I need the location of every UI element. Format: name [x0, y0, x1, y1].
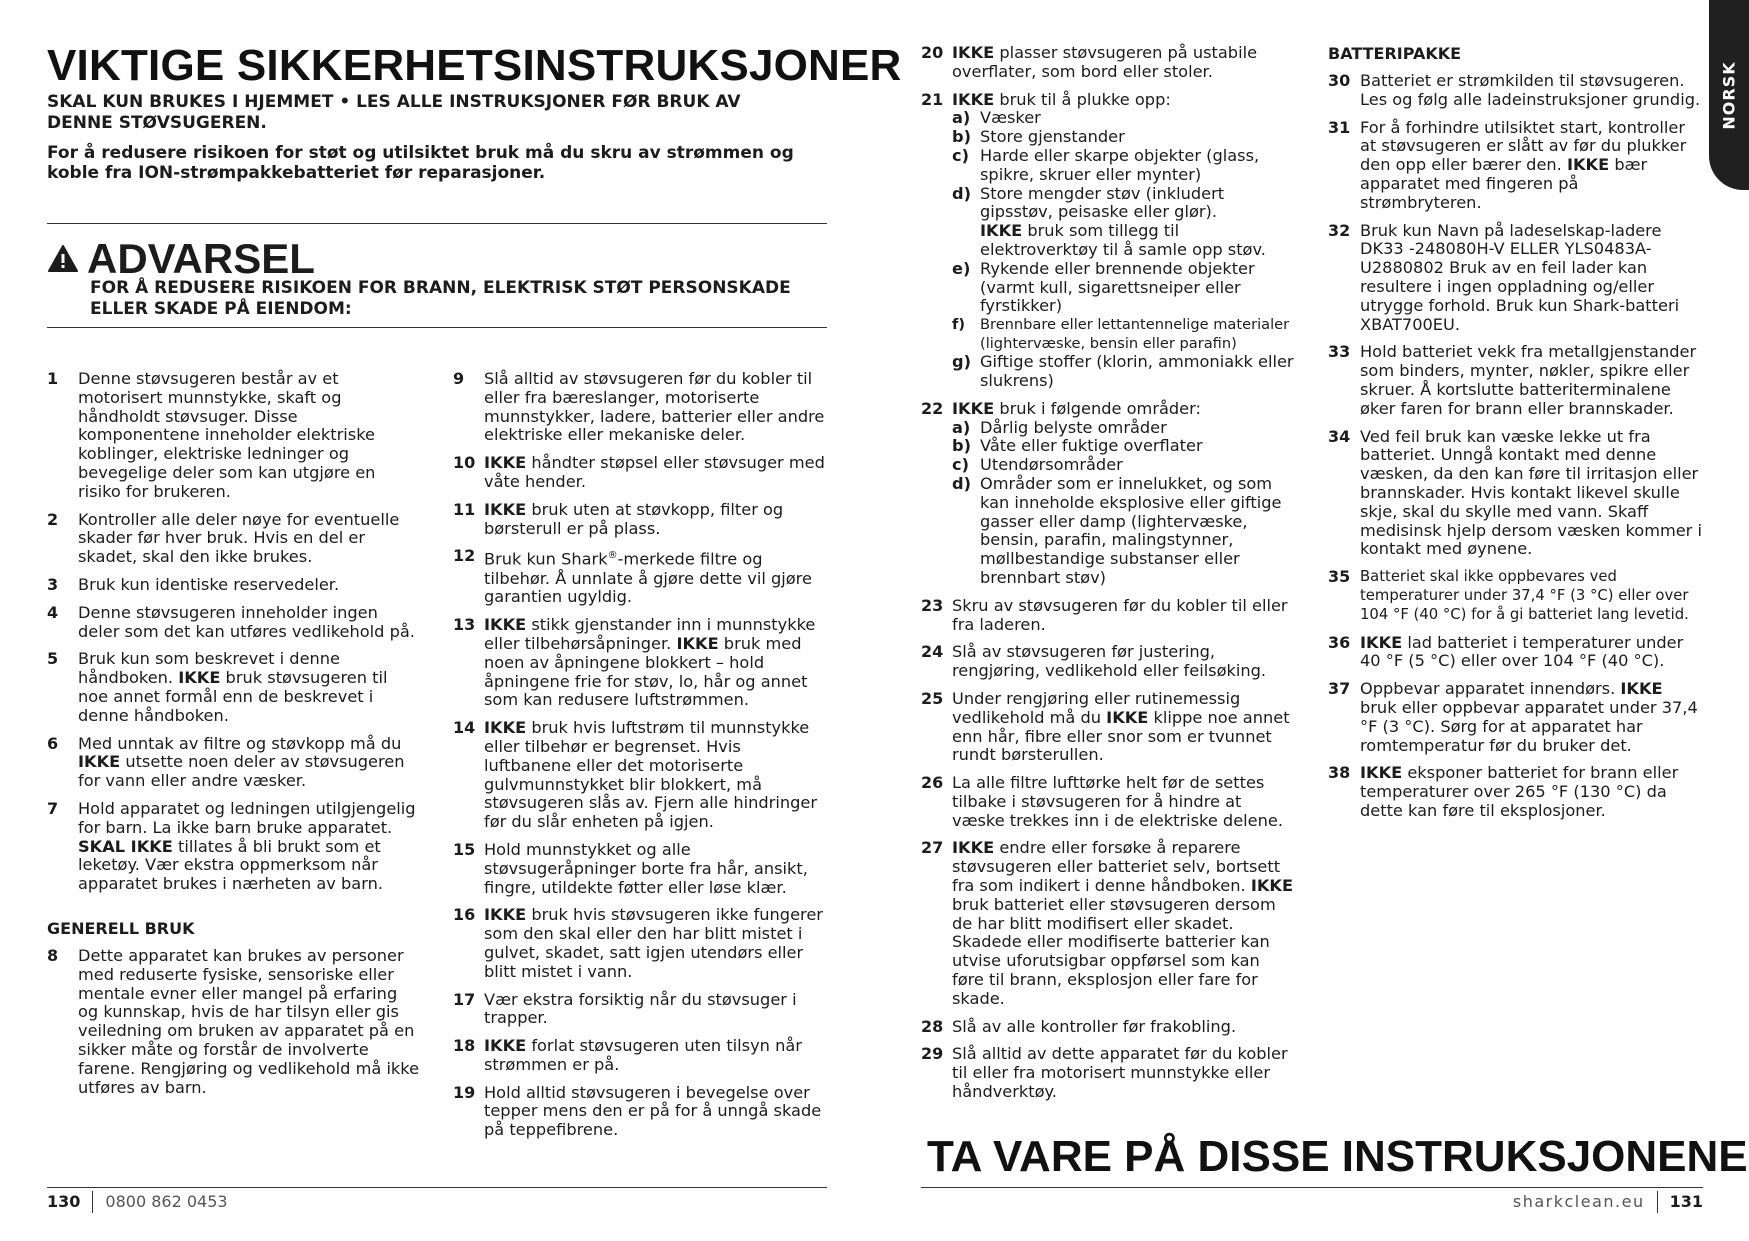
item-text — [1360, 568, 1703, 624]
item-text-part: Slå alltid av støvsugeren før du kobler til eller fra bæreslanger, motoriserte munnstykker, ladere, batterier eller andre elektriske eller mekaniske deler. — [484, 369, 825, 445]
item-text-part: Hold apparatet og ledningen utilgjengelig for barn. La ikke barn bruke apparatet. — [78, 798, 416, 837]
item-text-part: Denne støvsugeren inneholder ingen deler som det kan utføres vedlikehold på. — [78, 602, 415, 641]
instruction-item — [47, 800, 422, 894]
registered-mark: ® — [607, 550, 618, 562]
instruction-item — [453, 841, 828, 897]
instruction-item — [47, 370, 422, 502]
item-text-part: Bruk kun Navn på ladeselskap-ladere DK33 -248080H-V ELLER YLS0483A-U2880802 Bruk av en feil lader kan resultere i ingen oppladning og/eller utrygge forhold. Bruk kun Shark-batteri XBAT700EU. — [1360, 220, 1680, 334]
closing-title: TA VARE PÅ DISSE INSTRUKSJONENE — [927, 1132, 1748, 1181]
emphasis: IKKE — [1106, 707, 1149, 727]
instruction-item — [453, 906, 828, 981]
emphasis: IKKE — [952, 43, 995, 62]
sub-item-text — [980, 475, 1296, 588]
item-number: 25 — [921, 688, 944, 708]
item-number: 28 — [921, 1016, 944, 1036]
instruction-item — [921, 690, 1296, 765]
emphasis: IKKE — [78, 752, 121, 772]
emphasis: IKKE — [484, 615, 527, 635]
item-text-part: bruk uten at støvkopp, filter og børsterull er på plass. — [484, 499, 784, 538]
sub-item-letter: b) — [952, 127, 971, 147]
sub-item — [952, 419, 1296, 438]
page-title: VIKTIGE SIKKERHETSINSTRUKSJONER — [47, 41, 902, 90]
item-text — [1360, 343, 1703, 418]
sub-item-text — [980, 437, 1203, 456]
instruction-item — [921, 774, 1296, 830]
sub-item-letter: f) — [952, 316, 966, 334]
sub-item — [952, 316, 1296, 353]
phone-number: 0800 862 0453 — [105, 1192, 228, 1211]
item-text-part: endre eller forsøke å reparere støvsugeren eller batteriet selv, bortsett fra som indikert i denne håndboken. — [952, 838, 1281, 896]
item-text — [484, 719, 828, 832]
instruction-item — [921, 44, 1296, 82]
instruction-item — [1328, 634, 1703, 672]
item-text-part: Brennbare eller lettantennelige materialer (lightervæske, bensin eller parafin) — [980, 316, 1290, 352]
item-number: 24 — [921, 642, 944, 662]
section-heading-general-use: GENERELL BRUK — [47, 918, 195, 938]
item-number: 34 — [1328, 426, 1351, 446]
item-text-part: Oppbevar apparatet innendørs. — [1360, 679, 1616, 699]
item-text-part: Batteriet er strømkilden til støvsugeren. Les og følg alle ladeinstruksjoner grundig. — [1360, 71, 1701, 109]
item-text-part: bær apparatet med fingeren på strømbryteren. — [1360, 155, 1648, 212]
item-text — [484, 616, 828, 710]
item-text-part: bruk eller oppbevar apparatet under 37,4 °F (3 °C). Sørg for at apparatet har romtemperatur før du bruker det. — [1360, 697, 1698, 755]
item-text-part: håndter støpsel eller støvsuger med våte hender. — [484, 453, 825, 491]
sub-item-text — [980, 260, 1296, 316]
item-text — [78, 511, 422, 567]
sub-item-letter: c) — [952, 455, 969, 475]
instruction-item — [921, 400, 1296, 588]
sub-item — [952, 456, 1296, 475]
item-text — [484, 501, 828, 539]
emphasis: IKKE — [1566, 155, 1610, 175]
emphasis: IKKE — [952, 838, 995, 858]
item-number: 10 — [453, 453, 476, 473]
section-heading-battery: BATTERIPAKKE — [1328, 44, 1462, 63]
instruction-list — [453, 370, 828, 1140]
item-number: 33 — [1328, 342, 1351, 362]
item-number: 20 — [921, 43, 944, 62]
warning-subtitle: FOR Å REDUSERE RISIKOEN FOR BRANN, ELEKTRISK STØT PERSONSKADE ELLER SKADE PÅ EIENDOM: — [90, 278, 791, 319]
instruction-list — [47, 370, 422, 894]
sub-item-letter: a) — [952, 108, 971, 128]
item-number: 6 — [47, 733, 59, 753]
instruction-item — [453, 454, 828, 492]
item-number: 26 — [921, 773, 944, 793]
sub-item — [952, 109, 1296, 128]
item-text — [952, 839, 1296, 1008]
item-number: 2 — [47, 509, 59, 529]
item-text — [78, 735, 422, 791]
item-text-part: tillates å bli brukt som et leketøy. Vær ekstra oppmerksom når apparatet brukes i nærheten av barn. — [78, 836, 384, 894]
divider — [47, 327, 827, 328]
item-text — [952, 91, 1296, 391]
item-text-part: stikk gjenstander inn i munnstykke eller tilbehørsåpninger. — [484, 615, 816, 653]
emphasis: IKKE — [484, 499, 527, 519]
item-text-part: Store gjenstander — [980, 127, 1125, 147]
item-number: 29 — [921, 1044, 944, 1064]
instruction-item — [453, 547, 828, 607]
right-footer — [1513, 1191, 1703, 1213]
sub-item-letter: g) — [952, 352, 971, 372]
item-number: 31 — [1328, 117, 1351, 137]
item-number: 17 — [453, 989, 476, 1009]
emphasis: IKKE — [952, 89, 995, 109]
instruction-item — [453, 370, 828, 445]
item-number: 30 — [1328, 71, 1351, 90]
instruction-list — [921, 44, 1296, 1102]
warning-heading — [47, 235, 315, 282]
warning-triangle-icon — [47, 244, 79, 274]
item-text — [952, 597, 1296, 635]
item-text-part: bruk med noen av åpningene blokkert – hold åpningene frie for støv, lo, hår og annet som kan redusere luftstrømmen. — [484, 633, 808, 710]
item-text-part: Bruk kun identiske reservedeler. — [78, 574, 340, 594]
item-text-part: Bruk kun Shark — [484, 549, 608, 569]
emphasis: IKKE — [484, 905, 527, 925]
instruction-item — [453, 1084, 828, 1140]
instruction-item — [921, 839, 1296, 1008]
emphasis: IKKE — [178, 668, 221, 688]
item-text-part: For å forhindre utilsiktet start, kontroller at støvsugeren er slått av før du plukker den opp eller bærer den. — [1360, 117, 1687, 175]
sub-item-letter: d) — [952, 473, 971, 493]
item-number: 16 — [453, 905, 476, 925]
item-text — [952, 44, 1296, 82]
item-text — [484, 547, 828, 607]
sub-item — [952, 260, 1296, 316]
item-text — [78, 604, 422, 642]
emphasis: IKKE — [484, 453, 527, 473]
item-text — [78, 370, 422, 502]
instruction-item — [1328, 72, 1703, 110]
footer-separator — [1657, 1191, 1658, 1213]
column-3 — [921, 44, 1296, 1111]
instruction-item — [921, 1018, 1296, 1037]
item-text-part: Væsker — [980, 108, 1041, 128]
page-number: 131 — [1669, 1192, 1703, 1211]
instruction-item — [1328, 343, 1703, 418]
item-text-part: Hold alltid støvsugeren i bevegelse over tepper mens den er på for å unngå skade på teppefibrene. — [484, 1082, 822, 1140]
item-number: 27 — [921, 838, 944, 858]
item-text-part: bruk hvis støvsugeren ikke fungerer som den skal eller den har blitt mistet i gulvet, skadet, satt igjen utendørs eller blitt mistet i vann. — [484, 905, 823, 981]
item-number: 38 — [1328, 763, 1351, 783]
instruction-item — [47, 735, 422, 791]
sub-item-letter: a) — [952, 417, 971, 437]
item-text — [484, 906, 828, 981]
item-text-part: Slå alltid av dette apparatet før du kobler til eller fra motorisert munnstykke eller håndverktøy. — [952, 1044, 1288, 1102]
item-text-part: Denne støvsugeren består av et motorisert munnstykke, skaft og håndholdt støvsuger. Disse komponentene inneholder elektriske koblinger, elektriske ledninger og bevegelige deler som kan utgjøre en risiko for brukeren. — [78, 369, 376, 501]
sub-item — [952, 437, 1296, 456]
item-number: 5 — [47, 649, 59, 669]
column-4 — [1328, 44, 1703, 830]
instruction-item — [921, 1045, 1296, 1101]
item-text-part: klippe noe annet enn hår, fibre eller snor som er tvunnet rundt børsterullen. — [952, 707, 1290, 765]
emphasis: IKKE — [676, 633, 719, 653]
item-text-part: Dårlig belyste områder — [980, 417, 1167, 437]
sub-item-text — [980, 185, 1296, 260]
column-2 — [453, 370, 828, 1149]
item-number: 37 — [1328, 679, 1351, 699]
item-number: 18 — [453, 1036, 476, 1056]
item-text-part: Store mengder støv (inkludert gipsstøv, peisaske eller glør). — [980, 183, 1225, 222]
instruction-item — [921, 91, 1296, 391]
item-text: Dette apparatet kan brukes av personer med reduserte fysiske, sensoriske eller mentale evner eller mangel på erfaring og kunnskap, hvis de har tilsyn eller gis veiledning om bruken av apparatet på en sikker måte og forstår de involverte farene. Rengjøring og vedlikehold må ikke utføres av barn. — [78, 945, 420, 1097]
item-text — [484, 1084, 828, 1140]
item-text — [78, 800, 422, 894]
item-number: 19 — [453, 1082, 476, 1102]
sub-item-letter: b) — [952, 436, 971, 456]
item-text-part: bruk i følgende områder: — [999, 398, 1201, 418]
item-text-part: bruk hvis luftstrøm til munnstykke eller tilbehør er begrenset. Hvis luftbanene eller det motoriserte gulvmunnstykket blir blokkert, må støvsugeren slås av. Fjern alle hindringer før du slår enheten på igjen. — [484, 718, 817, 832]
instruction-item — [1328, 119, 1703, 213]
footer-divider — [47, 1187, 827, 1188]
item-number: 15 — [453, 839, 476, 859]
item-text — [78, 650, 422, 725]
emphasis: IKKE — [1360, 632, 1403, 652]
item-text — [484, 1037, 828, 1075]
item-number: 22 — [921, 398, 944, 418]
item-number: 13 — [453, 615, 476, 635]
item-number: 9 — [453, 369, 465, 388]
language-tab — [1709, 0, 1749, 190]
item-text — [484, 370, 828, 445]
divider — [47, 223, 827, 224]
item-text-part: forlat støvsugeren uten tilsyn når strømmen er på. — [484, 1036, 802, 1074]
item-number: 11 — [453, 499, 476, 519]
sub-item-text — [980, 109, 1041, 128]
sub-item-text — [980, 128, 1125, 147]
instruction-item — [47, 576, 422, 595]
item-text-part: bruk som tillegg til elektroverktøy til å samle opp støv. — [980, 221, 1266, 259]
sub-item-letter: c) — [952, 145, 969, 165]
item-text-part: bruk støvsugeren til noe annet formål enn de beskrevet i denne håndboken. — [78, 668, 388, 725]
instruction-item — [1328, 222, 1703, 335]
item-text-part: Ved feil bruk kan væske lekke ut fra batteriet. Unngå kontakt med denne væsken, da den kan føre til irritasjon eller brannskader. Hvis kontakt likevel skulle skje, skal du skylle med vann. Skaff medisinsk hjelp dersom væsken kommer i kontakt med øynene. — [1360, 426, 1702, 559]
sub-item — [952, 353, 1296, 391]
emphasis: IKKE — [484, 1036, 527, 1056]
item-text — [1360, 764, 1703, 820]
instruction-item — [453, 991, 828, 1029]
emphasis: IKKE — [484, 718, 527, 738]
item-text — [952, 690, 1296, 765]
item-text-part: Hold munnstykket og alle støvsugeråpninger borte fra hår, ansikt, fingre, utildekte føtter eller løse klær. — [484, 839, 808, 897]
item-text-part: Utendørsområder — [980, 455, 1123, 475]
sub-item-text — [980, 419, 1167, 438]
instruction-item — [47, 947, 422, 1097]
sub-item-letter: e) — [952, 258, 971, 278]
footer-separator — [92, 1191, 93, 1213]
instruction-item — [47, 604, 422, 642]
item-text-part: Hold batteriet vekk fra metallgjenstander som binders, mynter, nøkler, spikre eller skruer. Å kortslutte batteriterminalene øker faren for brann eller brannskader. — [1360, 342, 1697, 418]
item-text-part: Områder som er innelukket, og som kan inneholde eksplosive eller giftige gasser eller damp (lightervæske, bensin, parafin, malingstynner, møllbestandige substanser eller brennbart støv) — [980, 473, 1282, 587]
item-text — [952, 1045, 1296, 1101]
left-footer — [47, 1191, 228, 1213]
sub-item — [952, 128, 1296, 147]
instruction-item — [453, 1037, 828, 1075]
sub-item-text — [980, 316, 1296, 353]
item-text-part: Med unntak av filtre og støvkopp må du — [78, 733, 402, 753]
sub-item-text — [980, 456, 1123, 475]
item-text-part: Skru av støvsugeren før du kobler til eller fra laderen. — [952, 595, 1288, 634]
emphasis: IKKE — [1250, 876, 1293, 896]
emphasis: SKAL IKKE — [78, 836, 173, 856]
item-text-part: Rykende eller brennende objekter (varmt kull, sigarettsneiper eller fyrstikker) — [980, 258, 1255, 316]
instruction-item — [1328, 680, 1703, 755]
language-label: NORSK — [1719, 60, 1739, 130]
instruction-item — [1328, 428, 1703, 560]
emphasis: IKKE — [1620, 679, 1663, 699]
item-text — [1360, 680, 1703, 755]
instruction-item — [453, 719, 828, 832]
item-text-part: Harde eller skarpe objekter (glass, spikre, skruer eller mynter) — [980, 145, 1260, 184]
item-text-part: utsette noen deler av støvsugeren for vann eller andre væsker. — [78, 752, 405, 791]
item-text-part: Vær ekstra forsiktig når du støvsuger i trapper. — [484, 989, 797, 1028]
item-text — [1360, 634, 1703, 672]
item-text — [952, 774, 1296, 830]
sub-item-letter: d) — [952, 183, 971, 203]
instruction-list — [1328, 72, 1703, 821]
item-text-part: -merkede filtre og tilbehør. Å unnlate å gjøre dette vil gjøre garantien ugyldig. — [484, 549, 812, 607]
item-text — [1360, 428, 1703, 560]
item-text — [952, 1018, 1296, 1037]
item-text — [484, 454, 828, 492]
item-number: 7 — [47, 798, 59, 818]
item-text-part: lad batteriet i temperaturer under 40 °F (5 °C) eller over 104 °F (40 °C). — [1360, 632, 1684, 671]
item-number: 23 — [921, 595, 944, 615]
item-number: 32 — [1328, 220, 1351, 240]
column-1 — [47, 370, 422, 1106]
sub-item — [952, 475, 1296, 588]
item-text — [1360, 72, 1703, 110]
item-number: 35 — [1328, 567, 1351, 587]
item-text — [484, 991, 828, 1029]
item-text — [952, 643, 1296, 681]
item-text-part: Giftige stoffer (klorin, ammoniakk eller slukrens) — [980, 352, 1294, 390]
item-text-part: Kontroller alle deler nøye for eventuelle skader før hver bruk. Hvis en del er skadet, skal den ikke brukes. — [78, 509, 400, 567]
item-number: 14 — [453, 718, 476, 738]
emphasis: IKKE — [980, 221, 1023, 241]
usage-notice: SKAL KUN BRUKES I HJEMMET • LES ALLE INSTRUKSJONER FØR BRUK AV DENNE STØVSUGEREN. — [47, 92, 741, 133]
item-number: 4 — [47, 602, 59, 622]
item-text-part: Våte eller fuktige overflater — [980, 436, 1203, 456]
warning-word: ADVARSEL — [87, 235, 315, 282]
sub-item-text — [980, 147, 1296, 185]
item-text-part: Batteriet skal ikke oppbevares ved temperaturer under 37,4 °F (3 °C) eller over 104 °F (40 °C) for å gi batteriet lang levetid. — [1360, 568, 1689, 623]
page-number: 130 — [47, 1192, 81, 1211]
item-text — [952, 400, 1296, 588]
instruction-item — [453, 501, 828, 539]
sub-item — [952, 147, 1296, 185]
item-number: 12 — [453, 546, 476, 566]
item-text — [78, 576, 422, 595]
item-number: 36 — [1328, 632, 1351, 652]
footer-divider — [921, 1187, 1703, 1188]
item-text-part: bruk batteriet eller støvsugeren dersom de har blitt modifisert eller skadet. Skadede eller modifiserte batterier kan utvise uforutsigbar oppførsel som kan føre til brann, eksplosjon eller fare for skade. — [952, 894, 1276, 1008]
item-number: 8 — [47, 945, 59, 965]
instruction-item — [1328, 764, 1703, 820]
emphasis: IKKE — [1360, 763, 1403, 783]
item-text-part: eksponer batteriet for brann eller temperaturer over 265 °F (130 °C) da dette kan føre til eksplosjoner. — [1360, 763, 1679, 820]
instruction-item — [47, 511, 422, 567]
instruction-item — [453, 616, 828, 710]
item-text-part: La alle filtre lufttørke helt før de settes tilbake i støvsugeren for å hindre at væske trekkes inn i de elektriske delene. — [952, 773, 1283, 830]
item-text-part: Slå av støvsugeren før justering, rengjøring, vedlikehold eller feilsøking. — [952, 642, 1267, 681]
instruction-item — [921, 597, 1296, 635]
item-number: 1 — [47, 369, 59, 388]
item-number: 3 — [47, 574, 59, 594]
sub-item-text — [980, 353, 1296, 391]
item-text-part: Bruk kun som beskrevet i denne håndboken. — [78, 649, 341, 688]
website: sharkclean.eu — [1512, 1192, 1645, 1211]
item-number: 21 — [921, 89, 944, 109]
item-text-part: plasser støvsugeren på ustabile overflater, som bord eller stoler. — [952, 43, 1258, 81]
item-text — [484, 841, 828, 897]
item-text-part: Under rengjøring eller rutinemessig vedlikehold må du — [952, 688, 1241, 727]
item-text-part: bruk til å plukke opp: — [999, 89, 1171, 109]
sub-item — [952, 185, 1296, 260]
instruction-item — [47, 650, 422, 725]
item-text — [1360, 119, 1703, 213]
shock-notice: For å redusere risikoen for støt og utilsiktet bruk må du skru av strømmen og koble fra ION-strømpakkebatteriet før reparasjoner. — [47, 143, 794, 183]
item-text — [1360, 222, 1703, 335]
instruction-item — [1328, 568, 1703, 624]
emphasis: IKKE — [952, 398, 995, 418]
item-text-part: Slå av alle kontroller før frakobling. — [952, 1016, 1237, 1036]
instruction-item — [921, 643, 1296, 681]
